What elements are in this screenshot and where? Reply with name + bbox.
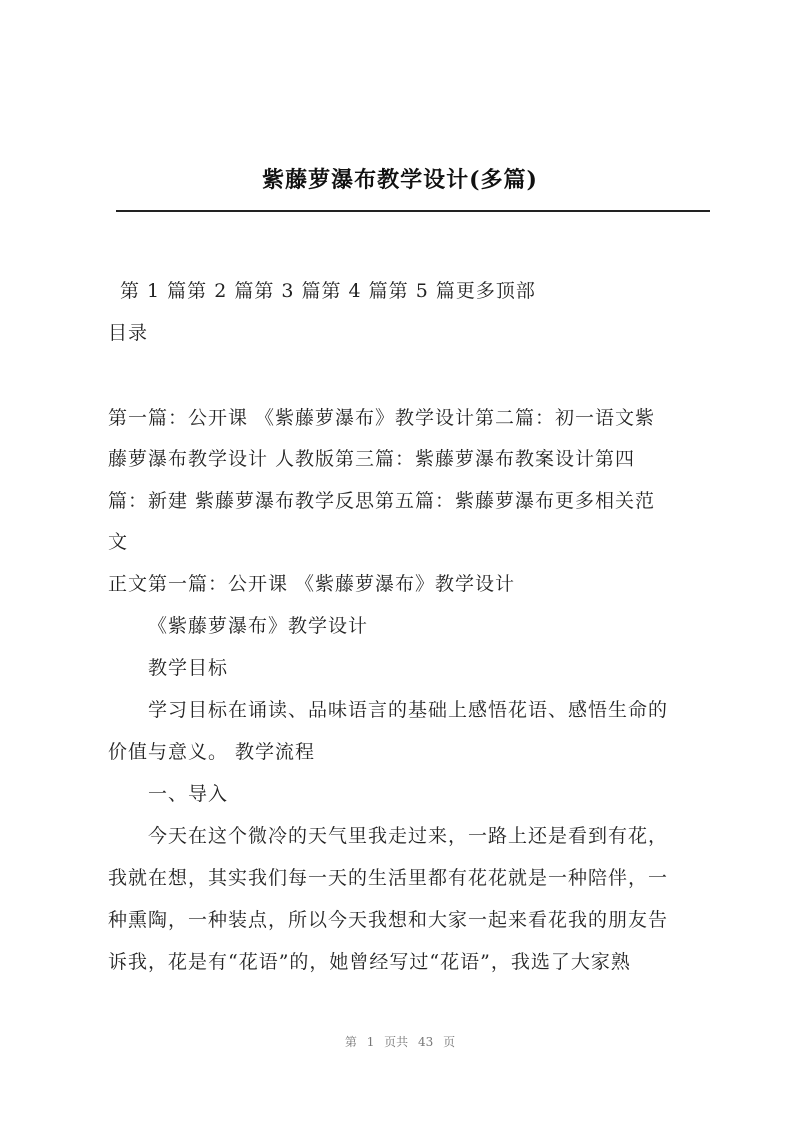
- body-line: 诉我，花是有“花语”的，她曾经写过“花语”，我选了大家熟: [108, 951, 631, 973]
- toc-line: 篇：新建 紫藤萝瀑布教学反思第五篇：紫藤萝瀑布更多相关范: [108, 490, 656, 512]
- body-line: 教学目标: [148, 657, 229, 679]
- body-line: 学习目标在诵读、品味语言的基础上感悟花语、感悟生命的: [148, 699, 669, 721]
- page-footer: 第 1 页共 43 页: [344, 1035, 456, 1049]
- body-line: 一、导入: [148, 783, 229, 805]
- title-divider: [116, 210, 710, 212]
- body-line: 正文第一篇：公开课 《紫藤萝瀑布》教学设计: [108, 573, 516, 595]
- toc-line: 藤萝瀑布教学设计 人教版第三篇：紫藤萝瀑布教案设计第四: [108, 448, 636, 470]
- toc-line: 文: [108, 531, 129, 553]
- document-title: 紫藤萝瀑布教学设计(多篇): [262, 167, 538, 193]
- toc-line: 第一篇：公开课 《紫藤萝瀑布》教学设计第二篇：初一语文紫: [108, 407, 656, 429]
- body-line: 我就在想，其实我们每一天的生活里都有花花就是一种陪伴，一: [108, 867, 669, 889]
- body-line: 《紫藤萝瀑布》教学设计: [148, 615, 369, 637]
- toc-heading: 目录: [108, 322, 149, 344]
- body-line: 价值与意义。 教学流程: [108, 741, 316, 763]
- body-line: 种熏陶，一种装点，所以今天我想和大家一起来看花我的朋友告: [108, 909, 669, 931]
- section-nav: 第 1 篇第 2 篇第 3 篇第 4 篇第 5 篇更多顶部: [120, 280, 536, 302]
- body-line: 今天在这个微冷的天气里我走过来，一路上还是看到有花，: [148, 825, 669, 847]
